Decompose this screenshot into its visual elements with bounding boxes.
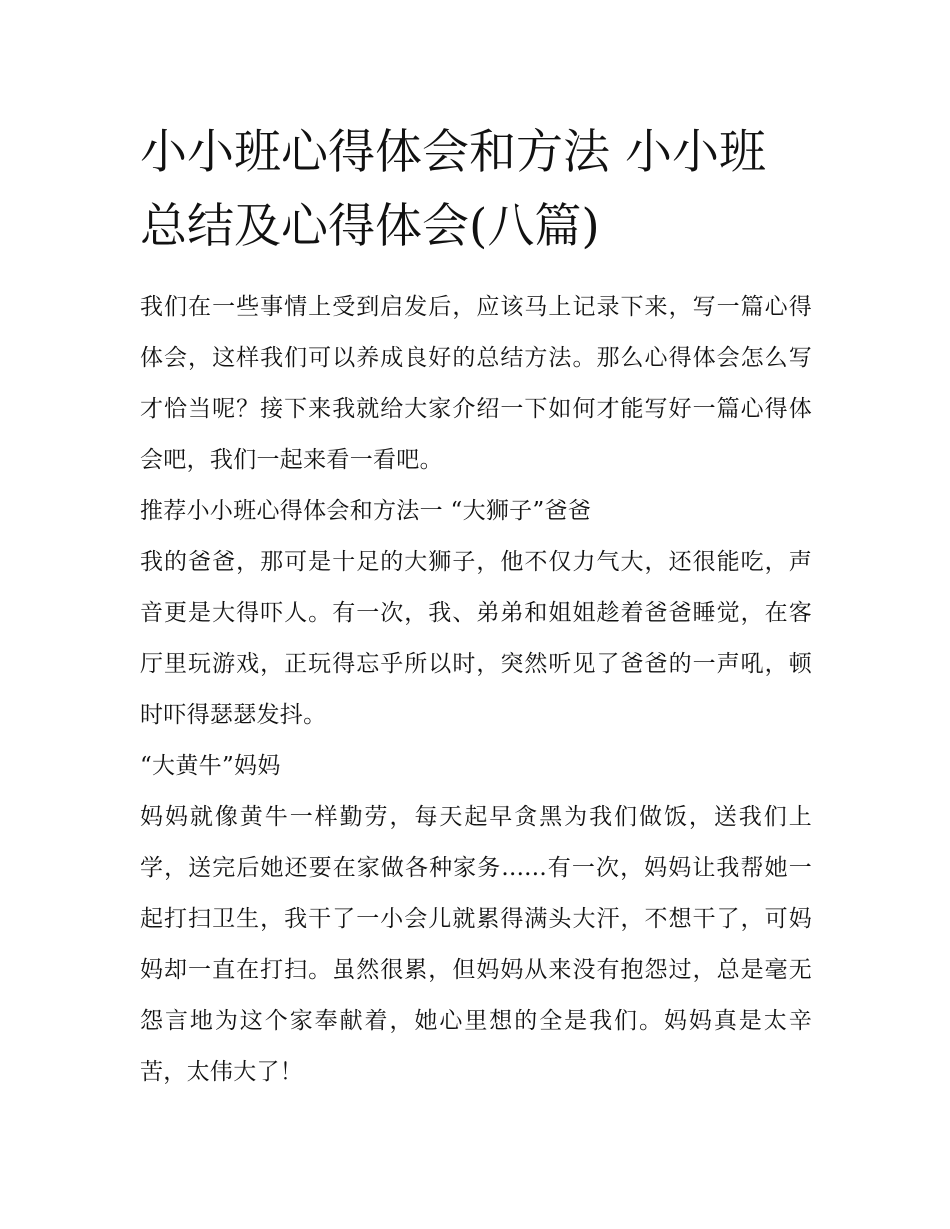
father-paragraph: 我的爸爸，那可是十足的大狮子，他不仅力气大，还很能吃，声音更是大得吓人。有一次，我、弟弟和姐姐趁着爸爸睡觉，在客厅里玩游戏，正玩得忘乎所以时，突然听见了爸爸的一声吼，顿时吓得瑟瑟发抖。: [140, 549, 812, 728]
document-body: [140, 282, 812, 1098]
section-heading-mother: “大黄牛”妈妈: [140, 753, 281, 779]
mother-paragraph: 妈妈就像黄牛一样勤劳，每天起早贪黑为我们做饭，送我们上学，送完后她还要在家做各种家务......有一次，妈妈让我帮她一起打扫卫生，我干了一小会儿就累得满头大汗，不想干了，可妈妈却一直在打扫。虽然很累，但妈妈从来没有抱怨过，总是毫无怨言地为这个家奉献着，她心里想的全是我们。妈妈真是太辛苦，太伟大了！: [140, 804, 812, 1085]
document-title: 小小班心得体会和方法 小小班总结及心得体会(八篇): [140, 125, 766, 254]
intro-paragraph: 我们在一些事情上受到启发后，应该马上记录下来，写一篇心得体会，这样我们可以养成良好的总结方法。那么心得体会怎么写才恰当呢？接下来我就给大家介绍一下如何才能写好一篇心得体会吧，我们一起来看一看吧。: [140, 294, 812, 473]
document-content: [140, 116, 812, 1098]
section-heading-father: 推荐小小班心得体会和方法一 “大狮子”爸爸: [140, 498, 592, 524]
